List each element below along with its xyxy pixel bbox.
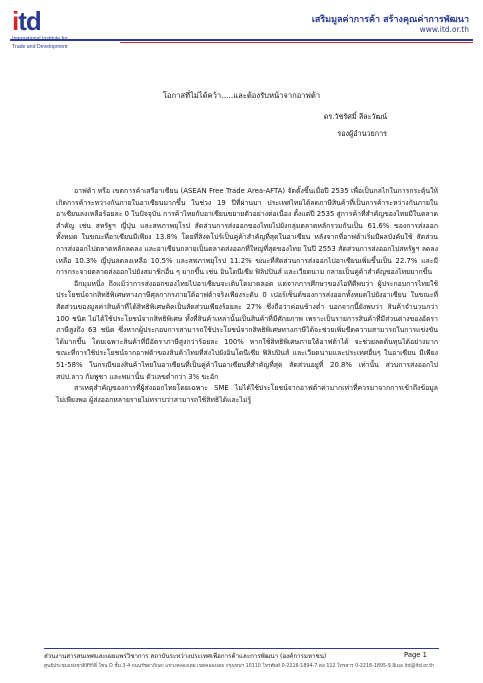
page-value: 1 xyxy=(422,651,427,659)
logo-letters-td: td xyxy=(18,6,41,36)
paragraph-3: สาเหตุสำคัญของการที่ผู้ส่งออกไทยโดยเฉพาะ SME ไม่ได้ใช้ประโยชน์จากอาฟต้าค่ามากเท่าที่ควรมาจากการเข้าถึงข้อมูลไม่เพียงพอ ผู้ส่งออกหลายรายไม่ทราบว่าสามารถใช้สิทธิได้และไม่รู้ xyxy=(56,384,438,404)
author-name: ดร.วัชรัศมิ์ ลีละวัฒน์ xyxy=(323,112,387,121)
document-title: โอกาสที่ไม่ได้คว้า.....และต้องรับหน้าจากอาฟต้า xyxy=(162,91,321,100)
page-label: Page xyxy=(404,651,421,659)
logo-subtitle-2: Trade and Development xyxy=(12,44,68,50)
logo-mark xyxy=(12,8,112,34)
page-number xyxy=(404,651,427,659)
logo-letter-i: i xyxy=(12,6,19,36)
document-body xyxy=(56,186,438,406)
slogan: เสริมมูลค่าการค้า สร้างคุณค่าการพัฒนา xyxy=(311,15,469,25)
paragraph-1: อาฟต้า หรือ เขตการค้าเสรีอาเซียน (ASEAN Free Trade Area-AFTA) จัดตั้งขึ้นเมื่อปี 2535 เพื่อเป็นกลไกในการกระตุ้นให้เกิดการค้าระหว่างกันภายในอาเซียนมากขึ้น ในช่วง 19 ปีที่ผ่านมา ประเทศไทยได้ลดภาษีสินค้าที่เป็นการค้าระหว่างกันภายในอาเซียนลงเหลือร้อยละ 0 ในปัจจุบัน การค้าไทยกับอาเซียนขยายตัวอย่างต่อเนื่อง ตั้งแต่ปี 2535 สู่การค้าที่สำคัญของไทยมีในตลาดสำคัญ เช่น สหรัฐฯ ญี่ปุ่น และสหภาพยุโรป สัดส่วนการส่งออกของไทยไปยังกลุ่มตลาดหลักรวมกันเป็น 61.6% ของการส่งออกทั้งหมด ในขณะที่อาเซียนมีเพียง 13.8% โดยที่สิงคโปร์เป็นคู่ค้าสำคัญที่สุดในอาเซียน หลังจากที่อาฟต้าเริ่มมีผลบังคับใช้ สัดส่วนการส่งออกไปตลาดหลักลดลง และอาเซียนกลายเป็นตลาดส่งออกที่ใหญ่ที่สุดของไทย ในปี 2553 สัดส่วนการส่งออกไปสหรัฐฯ ลดลงเหลือ 10.3% ญี่ปุ่นลดลงเหลือ 10.5% และสหภาพยุโรป 11.2% ขณะที่สัดส่วนการส่งออกไปอาเซียนเพิ่มขึ้นเป็น 22.7% และมีการกระจายตลาดส่งออกไปยังสมาชิกอื่น ๆ มากขึ้น เช่น อินโดนีเซีย ฟิลิปปินส์ และเวียดนาม กลายเป็นคู่ค้าสำคัญของไทยมากขึ้น xyxy=(56,187,438,277)
footer-organization: ส่วนงานสารสนเทศและเผยแพร่วิชาการ สถาบันระหว่างประเทศเพื่อการค้าและการพัฒนา (องค์การมหาชน) xyxy=(44,653,327,660)
website: www.itd.or.th xyxy=(419,25,469,34)
header-rule-accent xyxy=(120,42,473,43)
author-position: รองผู้อำนวยการ xyxy=(337,129,387,138)
footer-address: ศูนย์ประชุมแห่งชาติสิริกิติ์ โซน D ชั้น 3-4 ถนนรัชดาภิเษก แขวงคลองเตย เขตคลองเตย กรุงเทพฯ 10110 โทรศัพท์ 0-2216-1894-7 ต่อ 112 โทรสาร 0-2216-1895-9 อีเมล itd@itd.or.th xyxy=(44,664,435,669)
paragraph-2: อีกมุมหนึ่ง ถึงแม้ว่าการส่งออกของไทยไปอาเซียนจะเติบโตมาตลอด แต่จากการศึกษาของไอทีดีพบว่า ผู้ประกอบการไทยใช้ประโยชน์จากสิทธิพิเศษทางภาษีศุลกากรภายใต้อาฟต้าจริงเพียงระดับ 0 เปอร์เซ็นต์ของการส่งออกทั้งหมดไปยังอาเซียน ในขณะที่สัดส่วนของมูลค่าสินค้าที่ได้สิทธิพิเศษคิดเป็นสัดส่วนเพียงร้อยละ 27% ซึ่งถือว่าค่อนข้างต่ำ นอกจากนี้ยังพบว่า สินค้าจำนวนกว่า 100 ชนิด ไม่ได้ใช้ประโยชน์จากสิทธิพิเศษ ทั้งที่สินค้าเหล่านั้นเป็นสินค้าที่มีศักยภาพ เพราะเป็นรายการสินค้าที่มีส่วนต่างของอัตราภาษีสูงถึง 63 ชนิด ซึ่งหากผู้ประกอบการสามารถใช้ประโยชน์จากสิทธิพิเศษทางภาษีได้จะช่วยเพิ่มขีดความสามารถในการแข่งขันได้มากขึ้น โดยเฉพาะสินค้าที่มีอัตราภาษีสูงกว่าร้อยละ 100% หากใช้สิทธิพิเศษภายใต้อาฟต้าได้ จะช่วยลดต้นทุนได้อย่างมาก ขณะที่การใช้ประโยชน์จากอาฟต้าของสินค้าไทยที่ส่งไปยังอินโดนีเซีย ฟิลิปปินส์ และเวียดนามและประเทศอื่นๆ ในอาเซียน มีเพียง 51-58% ในกรณีของสินค้าไทยในอาเซียนที่เป็นคู่ค้าในอาเซียนที่สำคัญที่สุด สัดส่วนอยู่ที่ 20.8% เท่านั้น ส่วนการส่งออกไป สปป.ลาว กัมพูชา และพม่านั้น ตัวเลขต่ำกว่า 3% ขะอัก xyxy=(56,279,438,381)
letterhead xyxy=(0,0,483,60)
footer-rule xyxy=(44,648,439,649)
header-rule xyxy=(10,39,473,41)
itd-logo xyxy=(12,8,112,54)
